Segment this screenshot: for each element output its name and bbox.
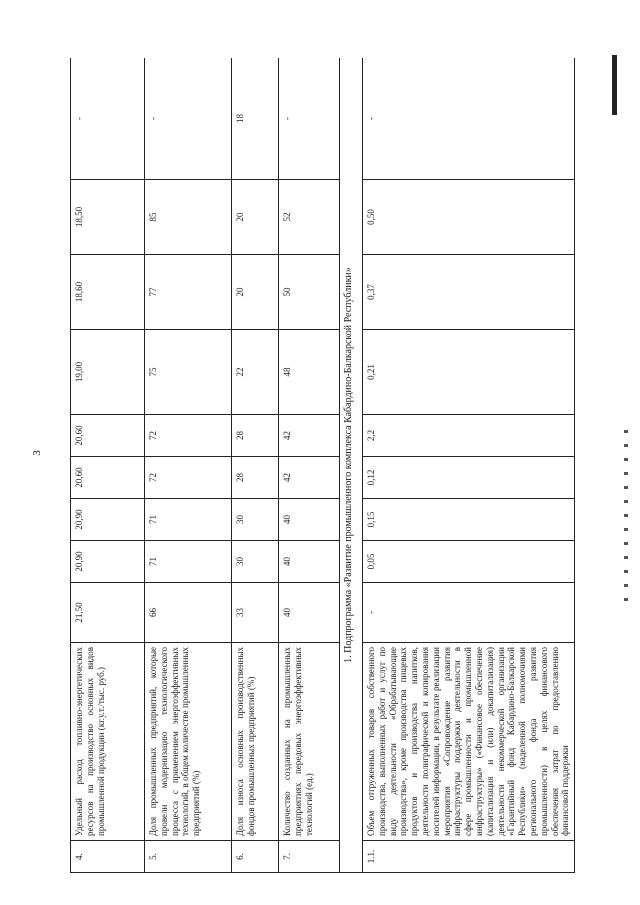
- value-cell: 21,50: [71, 583, 145, 643]
- value-cell: -: [363, 583, 575, 643]
- value-cell: 77: [145, 255, 232, 330]
- value-cell: 18,50: [71, 180, 145, 255]
- page-number: 3: [30, 450, 43, 456]
- row-number: 6.: [232, 841, 279, 873]
- row-number: 7.: [279, 841, 340, 873]
- table-row: [145, 58, 232, 873]
- value-cell: 48: [279, 330, 340, 415]
- value-cell: 20,90: [71, 541, 145, 583]
- value-cell: 20,60: [71, 457, 145, 499]
- table-row: [71, 58, 145, 873]
- table-row: [279, 58, 340, 873]
- value-cell: 20,60: [71, 415, 145, 457]
- value-cell: 18: [232, 58, 279, 180]
- value-cell: 22: [232, 330, 279, 415]
- value-cell: 0,37: [363, 255, 575, 330]
- value-cell: 2,2: [363, 415, 575, 457]
- value-cell: -: [363, 58, 575, 180]
- value-cell: 0,05: [363, 541, 575, 583]
- value-cell: 40: [279, 583, 340, 643]
- section-title: 1. Подпрограмма «Развитие промышленного комплекса Кабардино-Балкарской Республики»: [340, 58, 363, 873]
- indicator-name: Объем отгруженных товаров собственного производства, выполненных работ и услуг по виду деятельности «Обрабатывающие производства», кроме производства пищевых продуктов и производства напитков, деятельности полиграфической и копирования носителей информации, в результате реализации мероприятия «Сопровождение развития инфраструктуры поддержки деятельности в сфере промышленности и промышленной инфраструктуры» («Финансовое обеспечение (капитализация и (или) докапитализация) деятельности некоммерческой организации «Гарантийный фонд Кабардино-Балкарской Республики» (наделенной полномочиями регионального фонда развития промышленности) в целях финансового обеспечения затрат по предоставлению финансовой поддержки: [363, 643, 575, 841]
- value-cell: 50: [279, 255, 340, 330]
- value-cell: 42: [279, 415, 340, 457]
- row-number: 4.: [71, 841, 145, 873]
- value-cell: 85: [145, 180, 232, 255]
- indicator-name: Доля износа основных производственных фондов промышленных предприятий (%): [232, 643, 279, 841]
- value-cell: -: [145, 58, 232, 180]
- row-number: 1.1.: [363, 841, 575, 873]
- value-cell: 75: [145, 330, 232, 415]
- value-cell: 72: [145, 457, 232, 499]
- value-cell: 19,00: [71, 330, 145, 415]
- value-cell: 66: [145, 583, 232, 643]
- value-cell: 40: [279, 499, 340, 541]
- indicator-name: Количество созданных на промышленных предприятиях передовых энергоэффективных технологий (ед.): [279, 643, 340, 841]
- value-cell: 33: [232, 583, 279, 643]
- value-cell: 42: [279, 457, 340, 499]
- value-cell: 0,21: [363, 330, 575, 415]
- table-row: [363, 58, 575, 873]
- value-cell: 40: [279, 541, 340, 583]
- value-cell: -: [71, 58, 145, 180]
- value-cell: 20,90: [71, 499, 145, 541]
- value-cell: 71: [145, 541, 232, 583]
- indicator-name: Доля промышленных предприятий, которые провели модернизацию технологического процесса с применением энергоэффективных технологий, в общем количестве промышленных предприятий (%): [145, 643, 232, 841]
- scan-edge-ticks: [624, 430, 628, 610]
- value-cell: 20: [232, 180, 279, 255]
- table-row: [232, 58, 279, 873]
- table-wrapper: [70, 58, 615, 873]
- row-number: 5.: [145, 841, 232, 873]
- value-cell: -: [279, 58, 340, 180]
- value-cell: 0,50: [363, 180, 575, 255]
- value-cell: 28: [232, 457, 279, 499]
- section-row: [340, 58, 363, 873]
- value-cell: 52: [279, 180, 340, 255]
- rotated-table-area: [70, 58, 615, 873]
- value-cell: 0,12: [363, 457, 575, 499]
- indicators-table: [70, 58, 575, 873]
- value-cell: 0,15: [363, 499, 575, 541]
- value-cell: 30: [232, 499, 279, 541]
- value-cell: 71: [145, 499, 232, 541]
- value-cell: 20: [232, 255, 279, 330]
- value-cell: 18,60: [71, 255, 145, 330]
- value-cell: 30: [232, 541, 279, 583]
- value-cell: 28: [232, 415, 279, 457]
- value-cell: 72: [145, 415, 232, 457]
- indicator-name: Удельный расход топливно-энергетических ресурсов на производство основных видов промышленной продукции (кг.у.т./тыс. руб.): [71, 643, 145, 841]
